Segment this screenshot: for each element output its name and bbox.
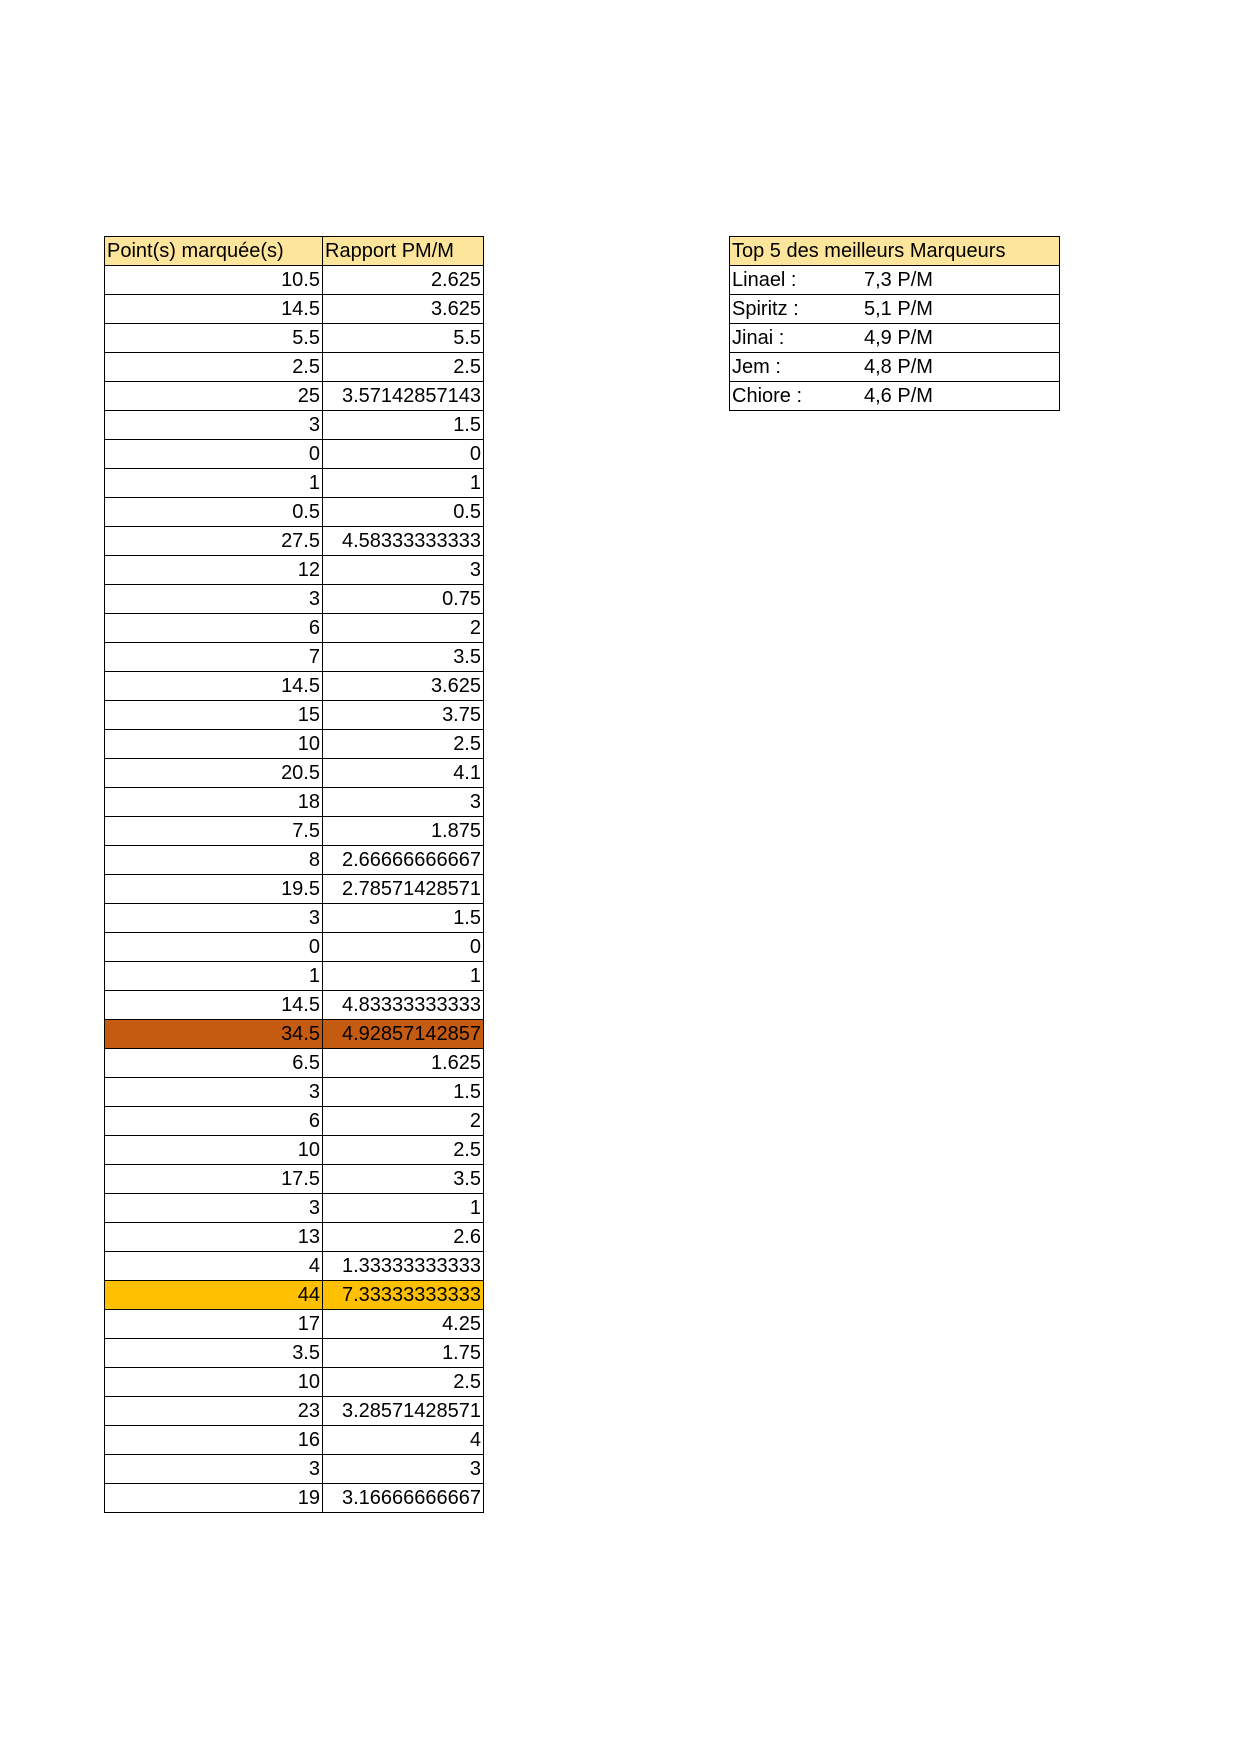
top5-player-name: Linael : — [732, 269, 797, 291]
table-row — [105, 1223, 484, 1252]
points-cell[interactable]: 44 — [105, 1281, 323, 1310]
points-cell[interactable]: 3 — [105, 1194, 323, 1223]
ratio-cell[interactable]: 1 — [323, 962, 484, 991]
table-row — [105, 1107, 484, 1136]
points-table-header-row — [105, 237, 484, 266]
table-row — [105, 1426, 484, 1455]
ratio-cell[interactable]: 4.92857142857 — [323, 1020, 484, 1049]
ratio-cell[interactable]: 1.875 — [323, 817, 484, 846]
ratio-cell[interactable]: 4 — [323, 1426, 484, 1455]
points-cell[interactable]: 34.5 — [105, 1020, 323, 1049]
table-row — [105, 585, 484, 614]
top5-player-ratio: 4,9 P/M — [864, 327, 933, 349]
table-row — [105, 875, 484, 904]
ratio-cell[interactable]: 0 — [323, 933, 484, 962]
points-cell[interactable]: 0 — [105, 440, 323, 469]
top5-row — [730, 382, 1060, 411]
table-row — [105, 382, 484, 411]
points-table — [104, 236, 484, 1513]
table-row — [105, 353, 484, 382]
top5-cell[interactable] — [730, 353, 1060, 382]
points-cell[interactable]: 25 — [105, 382, 323, 411]
table-row — [105, 469, 484, 498]
top5-player-name: Chiore : — [732, 385, 803, 407]
top5-title-cell[interactable]: Top 5 des meilleurs Marqueurs — [730, 237, 1060, 266]
ratio-cell[interactable]: 1.75 — [323, 1339, 484, 1368]
points-cell[interactable]: 6 — [105, 614, 323, 643]
table-row — [105, 556, 484, 585]
ratio-cell[interactable]: 4.58333333333 — [323, 527, 484, 556]
table-row — [105, 411, 484, 440]
points-cell[interactable]: 13 — [105, 1223, 323, 1252]
ratio-cell[interactable]: 2.625 — [323, 266, 484, 295]
table-row — [105, 1049, 484, 1078]
top5-table — [729, 236, 1060, 411]
table-row — [105, 817, 484, 846]
points-cell[interactable]: 1 — [105, 469, 323, 498]
top5-table-body — [730, 237, 1060, 411]
table-row — [105, 788, 484, 817]
points-cell[interactable]: 3 — [105, 1078, 323, 1107]
header-points-cell[interactable]: Point(s) marquée(s) — [105, 237, 323, 266]
top5-row — [730, 266, 1060, 295]
top5-player-ratio: 7,3 P/M — [864, 269, 933, 291]
top5-row — [730, 295, 1060, 324]
table-row — [105, 1020, 484, 1049]
points-cell[interactable]: 3 — [105, 1455, 323, 1484]
ratio-cell[interactable]: 0 — [323, 440, 484, 469]
ratio-cell[interactable]: 1 — [323, 469, 484, 498]
table-row — [105, 324, 484, 353]
top5-player-ratio: 5,1 P/M — [864, 298, 933, 320]
header-ratio-cell[interactable]: Rapport PM/M — [323, 237, 484, 266]
ratio-cell[interactable]: 3 — [323, 788, 484, 817]
table-row — [105, 1339, 484, 1368]
table-row — [105, 643, 484, 672]
points-cell[interactable]: 18 — [105, 788, 323, 817]
points-cell[interactable]: 3 — [105, 904, 323, 933]
table-row — [105, 991, 484, 1020]
table-row — [105, 266, 484, 295]
table-row — [105, 1484, 484, 1513]
points-cell[interactable]: 3 — [105, 585, 323, 614]
ratio-cell[interactable]: 3 — [323, 1455, 484, 1484]
ratio-cell[interactable]: 1.33333333333 — [323, 1252, 484, 1281]
points-cell[interactable]: 6.5 — [105, 1049, 323, 1078]
top5-header-row — [730, 237, 1060, 266]
table-row — [105, 1310, 484, 1339]
ratio-cell[interactable]: 0.5 — [323, 498, 484, 527]
ratio-cell[interactable]: 2.6 — [323, 1223, 484, 1252]
points-cell[interactable]: 10 — [105, 730, 323, 759]
top5-player-ratio: 4,6 P/M — [864, 385, 933, 407]
ratio-cell[interactable]: 3.16666666667 — [323, 1484, 484, 1513]
points-cell[interactable]: 14.5 — [105, 672, 323, 701]
top5-cell[interactable] — [730, 295, 1060, 324]
table-row — [105, 527, 484, 556]
points-cell[interactable]: 4 — [105, 1252, 323, 1281]
points-cell[interactable]: 1 — [105, 962, 323, 991]
points-cell[interactable]: 17.5 — [105, 1165, 323, 1194]
points-cell[interactable]: 14.5 — [105, 295, 323, 324]
ratio-cell[interactable]: 1.5 — [323, 1078, 484, 1107]
points-cell[interactable]: 27.5 — [105, 527, 323, 556]
points-cell[interactable]: 2.5 — [105, 353, 323, 382]
points-table-body — [105, 237, 484, 1513]
ratio-cell[interactable]: 0.75 — [323, 585, 484, 614]
table-row — [105, 1136, 484, 1165]
table-row — [105, 1455, 484, 1484]
ratio-cell[interactable]: 3.28571428571 — [323, 1397, 484, 1426]
ratio-cell[interactable]: 3.625 — [323, 295, 484, 324]
points-cell[interactable]: 8 — [105, 846, 323, 875]
ratio-cell[interactable]: 1 — [323, 1194, 484, 1223]
points-cell[interactable]: 6 — [105, 1107, 323, 1136]
table-row — [105, 1078, 484, 1107]
table-row — [105, 672, 484, 701]
ratio-cell[interactable]: 4.83333333333 — [323, 991, 484, 1020]
table-row — [105, 1194, 484, 1223]
table-row — [105, 440, 484, 469]
points-cell[interactable]: 17 — [105, 1310, 323, 1339]
top5-player-name: Jinai : — [732, 327, 785, 349]
points-cell[interactable]: 23 — [105, 1397, 323, 1426]
ratio-cell[interactable]: 1.5 — [323, 411, 484, 440]
points-cell[interactable]: 7 — [105, 643, 323, 672]
points-cell[interactable]: 15 — [105, 701, 323, 730]
table-row — [105, 759, 484, 788]
points-cell[interactable]: 3 — [105, 411, 323, 440]
ratio-cell[interactable]: 5.5 — [323, 324, 484, 353]
ratio-cell[interactable]: 2.66666666667 — [323, 846, 484, 875]
table-row — [105, 1281, 484, 1310]
ratio-cell[interactable]: 7.33333333333 — [323, 1281, 484, 1310]
points-cell[interactable]: 10 — [105, 1136, 323, 1165]
top5-cell[interactable] — [730, 324, 1060, 353]
table-row — [105, 904, 484, 933]
points-cell[interactable]: 12 — [105, 556, 323, 585]
points-cell[interactable]: 16 — [105, 1426, 323, 1455]
ratio-cell[interactable]: 2.5 — [323, 1136, 484, 1165]
points-cell[interactable]: 0 — [105, 933, 323, 962]
ratio-cell[interactable]: 2.5 — [323, 1368, 484, 1397]
table-row — [105, 1165, 484, 1194]
ratio-cell[interactable]: 1.5 — [323, 904, 484, 933]
points-cell[interactable]: 19.5 — [105, 875, 323, 904]
top5-cell[interactable] — [730, 382, 1060, 411]
table-row — [105, 1368, 484, 1397]
top5-player-ratio: 4,8 P/M — [864, 356, 933, 378]
points-cell[interactable]: 14.5 — [105, 991, 323, 1020]
table-row — [105, 1397, 484, 1426]
table-row — [105, 846, 484, 875]
ratio-cell[interactable]: 3.75 — [323, 701, 484, 730]
ratio-cell[interactable]: 2 — [323, 614, 484, 643]
ratio-cell[interactable]: 4.1 — [323, 759, 484, 788]
ratio-cell[interactable]: 1.625 — [323, 1049, 484, 1078]
top5-cell[interactable] — [730, 266, 1060, 295]
table-row — [105, 962, 484, 991]
points-cell[interactable]: 20.5 — [105, 759, 323, 788]
top5-row — [730, 353, 1060, 382]
ratio-cell[interactable]: 3.625 — [323, 672, 484, 701]
ratio-cell[interactable]: 4.25 — [323, 1310, 484, 1339]
ratio-cell[interactable]: 3.5 — [323, 1165, 484, 1194]
ratio-cell[interactable]: 3 — [323, 556, 484, 585]
ratio-cell[interactable]: 2.5 — [323, 730, 484, 759]
table-row — [105, 295, 484, 324]
points-cell[interactable]: 19 — [105, 1484, 323, 1513]
top5-player-name: Spiritz : — [732, 298, 799, 320]
ratio-cell[interactable]: 2 — [323, 1107, 484, 1136]
points-cell[interactable]: 7.5 — [105, 817, 323, 846]
points-cell[interactable]: 5.5 — [105, 324, 323, 353]
ratio-cell[interactable]: 2.78571428571 — [323, 875, 484, 904]
top5-row — [730, 324, 1060, 353]
ratio-cell[interactable]: 2.5 — [323, 353, 484, 382]
ratio-cell[interactable]: 3.57142857143 — [323, 382, 484, 411]
ratio-cell[interactable]: 3.5 — [323, 643, 484, 672]
table-row — [105, 701, 484, 730]
top5-player-name: Jem : — [732, 356, 781, 378]
points-cell[interactable]: 0.5 — [105, 498, 323, 527]
table-row — [105, 1252, 484, 1281]
points-cell[interactable]: 10 — [105, 1368, 323, 1397]
points-cell[interactable]: 10.5 — [105, 266, 323, 295]
table-row — [105, 730, 484, 759]
table-row — [105, 498, 484, 527]
table-row — [105, 614, 484, 643]
table-row — [105, 933, 484, 962]
points-cell[interactable]: 3.5 — [105, 1339, 323, 1368]
